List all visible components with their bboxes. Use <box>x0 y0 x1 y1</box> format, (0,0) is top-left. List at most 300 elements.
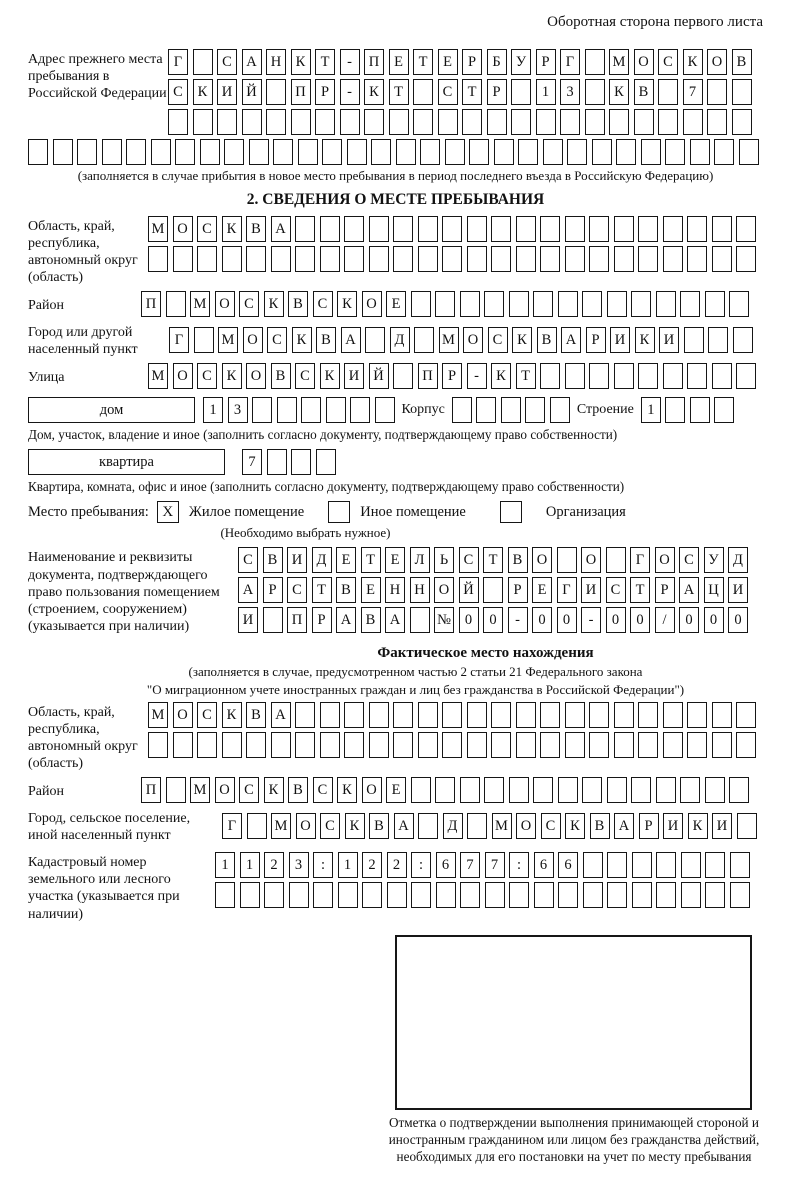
char-cell[interactable]: К <box>222 216 242 242</box>
char-cell[interactable]: В <box>336 577 356 603</box>
char-cell[interactable]: К <box>337 291 357 317</box>
char-cell[interactable]: Р <box>586 327 606 353</box>
char-cell[interactable] <box>687 702 707 728</box>
char-cell[interactable] <box>616 139 636 165</box>
char-cell[interactable] <box>442 702 462 728</box>
char-cell[interactable]: К <box>609 79 629 105</box>
char-cell[interactable] <box>705 291 725 317</box>
char-cell[interactable]: 6 <box>436 852 456 878</box>
char-cell[interactable] <box>607 777 627 803</box>
char-cell[interactable]: В <box>288 291 308 317</box>
char-cell[interactable] <box>516 732 536 758</box>
char-cell[interactable]: О <box>246 363 266 389</box>
char-cell[interactable] <box>362 882 382 908</box>
char-cell[interactable]: 0 <box>459 607 479 633</box>
char-cell[interactable]: Р <box>508 577 528 603</box>
char-cell[interactable] <box>516 246 536 272</box>
char-cell[interactable]: М <box>148 363 168 389</box>
char-cell[interactable]: Е <box>389 49 409 75</box>
char-cell[interactable] <box>264 882 284 908</box>
char-cell[interactable] <box>712 216 732 242</box>
checkbox-zhiloe[interactable]: X <box>157 501 179 523</box>
char-cell[interactable] <box>289 882 309 908</box>
checkbox-org[interactable] <box>500 501 522 523</box>
char-cell[interactable]: Д <box>443 813 463 839</box>
char-cell[interactable] <box>53 139 73 165</box>
char-cell[interactable]: : <box>509 852 529 878</box>
char-cell[interactable] <box>663 246 683 272</box>
char-cell[interactable]: : <box>411 852 431 878</box>
char-cell[interactable] <box>266 79 286 105</box>
char-cell[interactable]: С <box>438 79 458 105</box>
char-cell[interactable] <box>491 246 511 272</box>
char-cell[interactable] <box>736 732 756 758</box>
char-cell[interactable] <box>483 577 503 603</box>
char-cell[interactable] <box>565 732 585 758</box>
char-cell[interactable] <box>585 79 605 105</box>
char-cell[interactable] <box>736 363 756 389</box>
char-cell[interactable] <box>467 813 487 839</box>
char-cell[interactable]: 0 <box>630 607 650 633</box>
char-cell[interactable] <box>438 109 458 135</box>
char-cell[interactable]: О <box>434 577 454 603</box>
char-cell[interactable] <box>414 327 434 353</box>
char-cell[interactable] <box>656 291 676 317</box>
char-cell[interactable] <box>344 702 364 728</box>
char-cell[interactable] <box>540 732 560 758</box>
char-cell[interactable] <box>714 397 734 423</box>
char-cell[interactable] <box>705 852 725 878</box>
char-cell[interactable]: Т <box>483 547 503 573</box>
char-cell[interactable] <box>369 732 389 758</box>
char-cell[interactable] <box>736 702 756 728</box>
char-cell[interactable]: У <box>511 49 531 75</box>
char-cell[interactable] <box>369 216 389 242</box>
char-cell[interactable]: К <box>345 813 365 839</box>
char-cell[interactable]: 1 <box>641 397 661 423</box>
char-cell[interactable]: Р <box>442 363 462 389</box>
char-cell[interactable] <box>631 777 651 803</box>
char-cell[interactable] <box>536 109 556 135</box>
char-cell[interactable] <box>193 49 213 75</box>
char-cell[interactable] <box>263 607 283 633</box>
char-cell[interactable] <box>393 732 413 758</box>
char-cell[interactable] <box>476 397 496 423</box>
char-cell[interactable]: Р <box>639 813 659 839</box>
char-cell[interactable]: 0 <box>679 607 699 633</box>
char-cell[interactable] <box>484 777 504 803</box>
char-cell[interactable]: А <box>614 813 634 839</box>
char-cell[interactable] <box>589 732 609 758</box>
char-cell[interactable] <box>589 246 609 272</box>
char-cell[interactable] <box>375 397 395 423</box>
char-cell[interactable]: В <box>361 607 381 633</box>
char-cell[interactable]: К <box>222 363 242 389</box>
char-cell[interactable] <box>638 246 658 272</box>
char-cell[interactable] <box>737 813 757 839</box>
char-cell[interactable] <box>418 702 438 728</box>
char-cell[interactable]: М <box>218 327 238 353</box>
char-cell[interactable]: С <box>658 49 678 75</box>
char-cell[interactable] <box>467 246 487 272</box>
char-cell[interactable]: 1 <box>536 79 556 105</box>
char-cell[interactable] <box>252 397 272 423</box>
char-cell[interactable]: С <box>295 363 315 389</box>
char-cell[interactable] <box>301 397 321 423</box>
char-cell[interactable]: К <box>364 79 384 105</box>
char-cell[interactable] <box>516 702 536 728</box>
char-cell[interactable]: А <box>238 577 258 603</box>
char-cell[interactable]: Д <box>312 547 332 573</box>
char-cell[interactable] <box>371 139 391 165</box>
char-cell[interactable] <box>420 139 440 165</box>
char-cell[interactable]: 1 <box>338 852 358 878</box>
char-cell[interactable] <box>565 363 585 389</box>
char-cell[interactable]: О <box>532 547 552 573</box>
char-cell[interactable] <box>320 246 340 272</box>
char-cell[interactable] <box>491 216 511 242</box>
char-cell[interactable]: О <box>655 547 675 573</box>
char-cell[interactable]: В <box>246 702 266 728</box>
char-cell[interactable] <box>739 139 759 165</box>
char-cell[interactable] <box>712 702 732 728</box>
char-cell[interactable] <box>320 702 340 728</box>
char-cell[interactable]: Д <box>728 547 748 573</box>
char-cell[interactable]: О <box>296 813 316 839</box>
char-cell[interactable] <box>393 216 413 242</box>
char-cell[interactable] <box>316 449 336 475</box>
char-cell[interactable]: С <box>238 547 258 573</box>
char-cell[interactable] <box>28 139 48 165</box>
char-cell[interactable] <box>511 79 531 105</box>
char-cell[interactable] <box>442 216 462 242</box>
char-cell[interactable] <box>730 882 750 908</box>
char-cell[interactable]: Е <box>438 49 458 75</box>
char-cell[interactable] <box>638 216 658 242</box>
char-cell[interactable] <box>663 732 683 758</box>
char-cell[interactable]: 7 <box>485 852 505 878</box>
char-cell[interactable]: И <box>663 813 683 839</box>
char-cell[interactable]: Е <box>532 577 552 603</box>
char-cell[interactable]: И <box>712 813 732 839</box>
char-cell[interactable] <box>565 216 585 242</box>
char-cell[interactable] <box>712 246 732 272</box>
char-cell[interactable] <box>585 49 605 75</box>
char-cell[interactable] <box>344 246 364 272</box>
char-cell[interactable]: В <box>288 777 308 803</box>
char-cell[interactable] <box>707 79 727 105</box>
char-cell[interactable] <box>411 882 431 908</box>
char-cell[interactable]: В <box>271 363 291 389</box>
char-cell[interactable] <box>705 882 725 908</box>
char-cell[interactable]: К <box>683 49 703 75</box>
char-cell[interactable]: 0 <box>606 607 626 633</box>
char-cell[interactable] <box>641 139 661 165</box>
char-cell[interactable]: Е <box>386 777 406 803</box>
char-cell[interactable]: Р <box>312 607 332 633</box>
char-cell[interactable] <box>607 882 627 908</box>
char-cell[interactable] <box>518 139 538 165</box>
char-cell[interactable] <box>533 291 553 317</box>
char-cell[interactable] <box>487 109 507 135</box>
char-cell[interactable]: Г <box>169 327 189 353</box>
checkbox-inoe[interactable] <box>328 501 350 523</box>
kvartira-box[interactable]: квартира <box>28 449 225 475</box>
char-cell[interactable]: 1 <box>203 397 223 423</box>
char-cell[interactable]: А <box>271 702 291 728</box>
char-cell[interactable] <box>714 139 734 165</box>
char-cell[interactable]: С <box>313 291 333 317</box>
char-cell[interactable]: - <box>581 607 601 633</box>
char-cell[interactable] <box>77 139 97 165</box>
char-cell[interactable] <box>365 327 385 353</box>
char-cell[interactable]: И <box>287 547 307 573</box>
char-cell[interactable] <box>484 291 504 317</box>
char-cell[interactable] <box>291 449 311 475</box>
char-cell[interactable] <box>736 216 756 242</box>
char-cell[interactable] <box>389 109 409 135</box>
char-cell[interactable]: 0 <box>728 607 748 633</box>
char-cell[interactable]: П <box>364 49 384 75</box>
char-cell[interactable] <box>681 852 701 878</box>
char-cell[interactable] <box>295 702 315 728</box>
char-cell[interactable]: П <box>287 607 307 633</box>
char-cell[interactable]: Т <box>630 577 650 603</box>
char-cell[interactable]: О <box>581 547 601 573</box>
char-cell[interactable]: К <box>264 291 284 317</box>
char-cell[interactable] <box>418 813 438 839</box>
char-cell[interactable] <box>173 732 193 758</box>
char-cell[interactable]: К <box>688 813 708 839</box>
char-cell[interactable]: Р <box>655 577 675 603</box>
char-cell[interactable] <box>583 882 603 908</box>
char-cell[interactable]: Т <box>516 363 536 389</box>
char-cell[interactable] <box>442 246 462 272</box>
char-cell[interactable] <box>656 777 676 803</box>
char-cell[interactable] <box>396 139 416 165</box>
char-cell[interactable] <box>687 732 707 758</box>
char-cell[interactable]: К <box>635 327 655 353</box>
char-cell[interactable] <box>197 246 217 272</box>
char-cell[interactable] <box>445 139 465 165</box>
char-cell[interactable] <box>558 291 578 317</box>
char-cell[interactable]: О <box>707 49 727 75</box>
char-cell[interactable] <box>344 216 364 242</box>
char-cell[interactable] <box>410 607 430 633</box>
char-cell[interactable]: - <box>467 363 487 389</box>
char-cell[interactable]: К <box>320 363 340 389</box>
char-cell[interactable]: О <box>516 813 536 839</box>
char-cell[interactable]: В <box>316 327 336 353</box>
char-cell[interactable] <box>467 702 487 728</box>
char-cell[interactable] <box>249 139 269 165</box>
char-cell[interactable] <box>592 139 612 165</box>
char-cell[interactable] <box>320 216 340 242</box>
char-cell[interactable] <box>326 397 346 423</box>
char-cell[interactable]: С <box>541 813 561 839</box>
char-cell[interactable]: : <box>313 852 333 878</box>
char-cell[interactable]: 7 <box>242 449 262 475</box>
char-cell[interactable]: 6 <box>534 852 554 878</box>
char-cell[interactable]: И <box>581 577 601 603</box>
char-cell[interactable]: 0 <box>483 607 503 633</box>
char-cell[interactable]: А <box>336 607 356 633</box>
char-cell[interactable] <box>393 702 413 728</box>
char-cell[interactable] <box>607 291 627 317</box>
char-cell[interactable] <box>516 216 536 242</box>
char-cell[interactable] <box>632 852 652 878</box>
char-cell[interactable]: А <box>394 813 414 839</box>
char-cell[interactable]: К <box>491 363 511 389</box>
char-cell[interactable] <box>607 852 627 878</box>
char-cell[interactable]: И <box>659 327 679 353</box>
char-cell[interactable] <box>491 702 511 728</box>
char-cell[interactable] <box>271 732 291 758</box>
char-cell[interactable] <box>683 109 703 135</box>
char-cell[interactable] <box>614 246 634 272</box>
char-cell[interactable] <box>295 732 315 758</box>
char-cell[interactable]: Ь <box>434 547 454 573</box>
char-cell[interactable] <box>638 732 658 758</box>
char-cell[interactable]: П <box>141 291 161 317</box>
char-cell[interactable] <box>732 79 752 105</box>
char-cell[interactable] <box>393 246 413 272</box>
char-cell[interactable]: М <box>148 702 168 728</box>
char-cell[interactable] <box>102 139 122 165</box>
char-cell[interactable]: С <box>197 216 217 242</box>
char-cell[interactable]: Е <box>385 547 405 573</box>
char-cell[interactable]: С <box>606 577 626 603</box>
char-cell[interactable] <box>658 109 678 135</box>
char-cell[interactable]: К <box>565 813 585 839</box>
char-cell[interactable] <box>558 882 578 908</box>
char-cell[interactable]: М <box>190 777 210 803</box>
char-cell[interactable] <box>705 777 725 803</box>
char-cell[interactable]: Б <box>487 49 507 75</box>
char-cell[interactable]: 1 <box>215 852 235 878</box>
char-cell[interactable] <box>194 327 214 353</box>
char-cell[interactable] <box>467 216 487 242</box>
char-cell[interactable]: Р <box>487 79 507 105</box>
char-cell[interactable] <box>126 139 146 165</box>
char-cell[interactable]: К <box>193 79 213 105</box>
dom-box[interactable]: дом <box>28 397 195 423</box>
char-cell[interactable]: / <box>655 607 675 633</box>
char-cell[interactable]: С <box>488 327 508 353</box>
char-cell[interactable]: Й <box>242 79 262 105</box>
char-cell[interactable]: С <box>217 49 237 75</box>
char-cell[interactable]: О <box>634 49 654 75</box>
char-cell[interactable] <box>369 702 389 728</box>
char-cell[interactable] <box>267 449 287 475</box>
char-cell[interactable]: С <box>197 363 217 389</box>
char-cell[interactable]: В <box>634 79 654 105</box>
char-cell[interactable]: С <box>459 547 479 573</box>
char-cell[interactable]: С <box>679 547 699 573</box>
char-cell[interactable] <box>589 702 609 728</box>
char-cell[interactable]: В <box>246 216 266 242</box>
char-cell[interactable] <box>242 109 262 135</box>
char-cell[interactable]: 7 <box>683 79 703 105</box>
char-cell[interactable]: В <box>369 813 389 839</box>
char-cell[interactable]: № <box>434 607 454 633</box>
char-cell[interactable] <box>320 732 340 758</box>
char-cell[interactable]: Г <box>557 577 577 603</box>
char-cell[interactable]: К <box>291 49 311 75</box>
char-cell[interactable] <box>729 291 749 317</box>
char-cell[interactable] <box>413 109 433 135</box>
char-cell[interactable] <box>680 291 700 317</box>
char-cell[interactable] <box>151 139 171 165</box>
char-cell[interactable]: Р <box>462 49 482 75</box>
char-cell[interactable]: В <box>732 49 752 75</box>
char-cell[interactable]: С <box>239 777 259 803</box>
char-cell[interactable] <box>729 777 749 803</box>
char-cell[interactable] <box>638 363 658 389</box>
char-cell[interactable] <box>350 397 370 423</box>
char-cell[interactable]: В <box>590 813 610 839</box>
char-cell[interactable] <box>540 702 560 728</box>
char-cell[interactable]: Й <box>369 363 389 389</box>
char-cell[interactable]: Г <box>168 49 188 75</box>
char-cell[interactable] <box>540 246 560 272</box>
char-cell[interactable]: И <box>610 327 630 353</box>
char-cell[interactable]: 3 <box>560 79 580 105</box>
char-cell[interactable]: А <box>385 607 405 633</box>
char-cell[interactable] <box>273 139 293 165</box>
char-cell[interactable] <box>369 246 389 272</box>
char-cell[interactable] <box>708 327 728 353</box>
char-cell[interactable] <box>680 777 700 803</box>
char-cell[interactable] <box>168 109 188 135</box>
char-cell[interactable]: 0 <box>532 607 552 633</box>
char-cell[interactable] <box>557 547 577 573</box>
char-cell[interactable] <box>656 852 676 878</box>
char-cell[interactable] <box>681 882 701 908</box>
char-cell[interactable] <box>634 109 654 135</box>
char-cell[interactable]: 2 <box>387 852 407 878</box>
char-cell[interactable] <box>690 139 710 165</box>
char-cell[interactable]: А <box>271 216 291 242</box>
char-cell[interactable]: О <box>362 291 382 317</box>
char-cell[interactable] <box>418 246 438 272</box>
char-cell[interactable] <box>295 216 315 242</box>
char-cell[interactable] <box>485 882 505 908</box>
char-cell[interactable] <box>240 882 260 908</box>
char-cell[interactable] <box>494 139 514 165</box>
char-cell[interactable]: П <box>141 777 161 803</box>
char-cell[interactable]: 2 <box>264 852 284 878</box>
char-cell[interactable] <box>491 732 511 758</box>
char-cell[interactable] <box>609 109 629 135</box>
char-cell[interactable]: О <box>243 327 263 353</box>
char-cell[interactable]: О <box>173 702 193 728</box>
char-cell[interactable] <box>166 777 186 803</box>
char-cell[interactable]: Е <box>361 577 381 603</box>
char-cell[interactable] <box>215 882 235 908</box>
char-cell[interactable] <box>687 363 707 389</box>
char-cell[interactable]: - <box>340 49 360 75</box>
char-cell[interactable] <box>313 882 333 908</box>
char-cell[interactable] <box>166 291 186 317</box>
char-cell[interactable] <box>614 363 634 389</box>
char-cell[interactable] <box>222 246 242 272</box>
char-cell[interactable]: Т <box>413 49 433 75</box>
char-cell[interactable] <box>638 702 658 728</box>
char-cell[interactable]: И <box>217 79 237 105</box>
char-cell[interactable]: Г <box>630 547 650 573</box>
char-cell[interactable] <box>663 363 683 389</box>
